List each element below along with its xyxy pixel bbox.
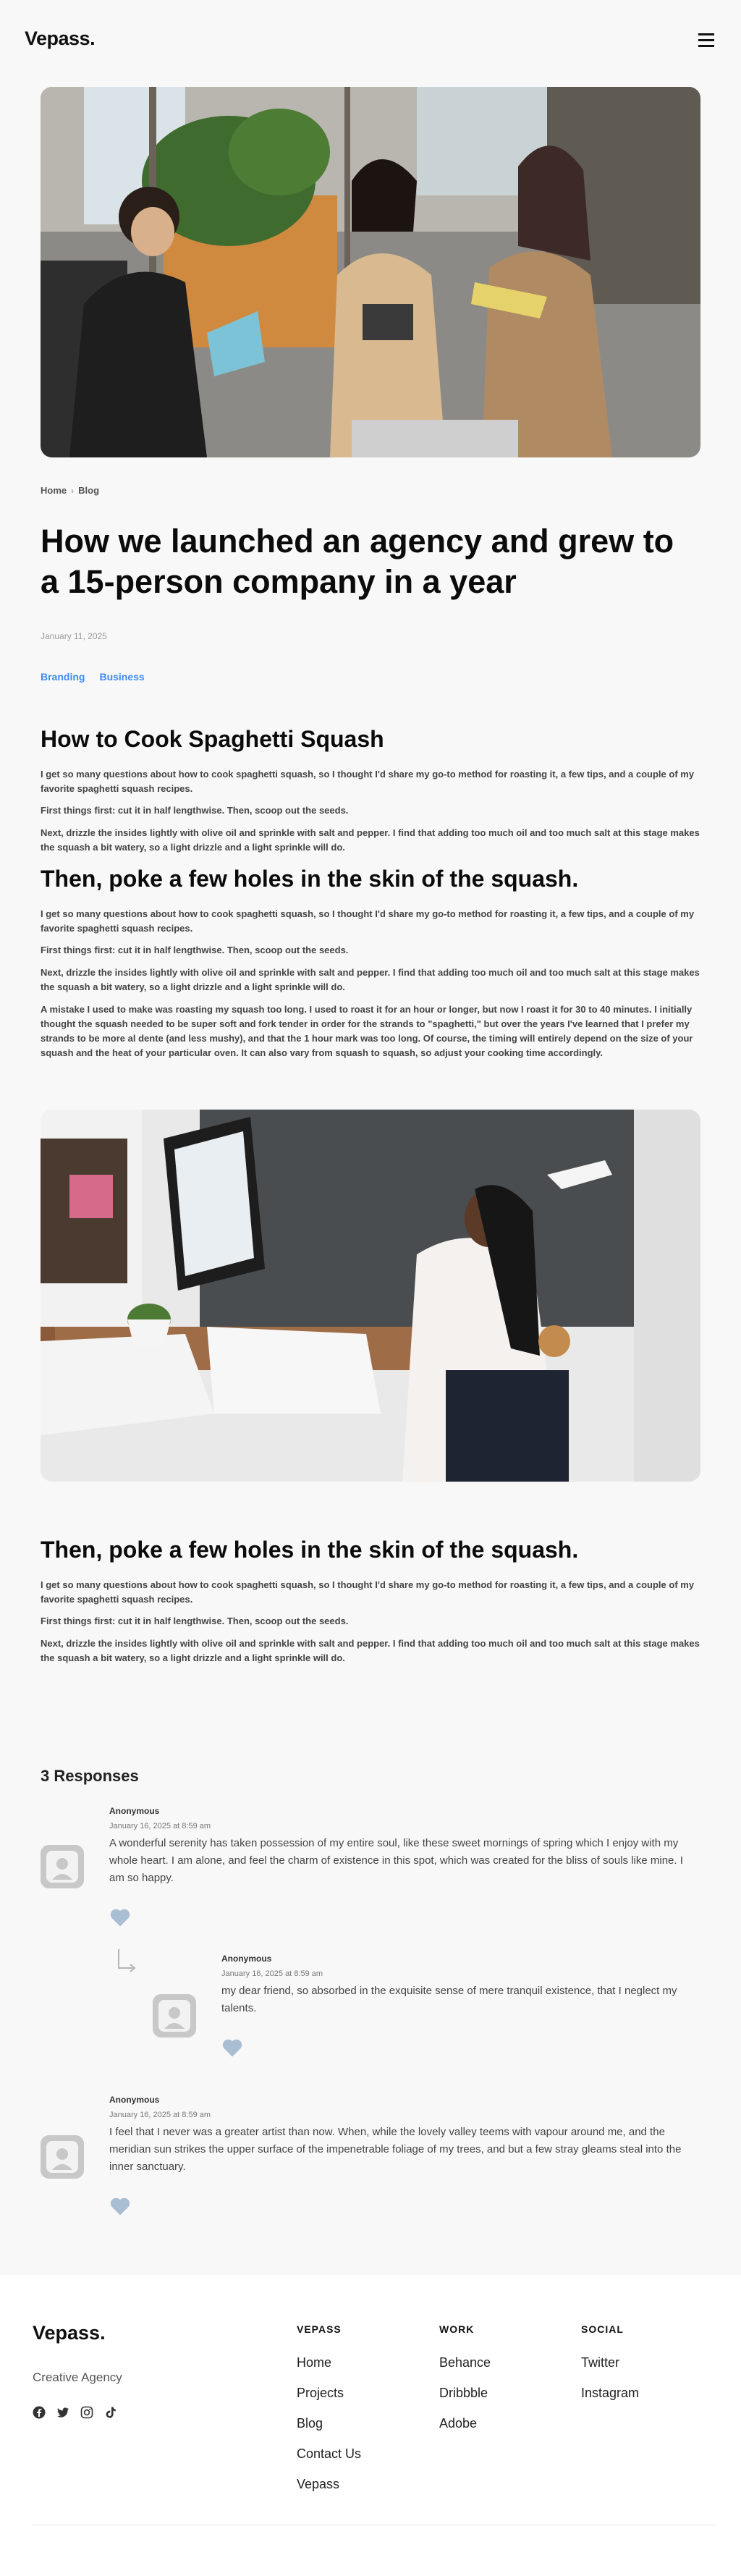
footer-link-twitter[interactable]: Twitter bbox=[581, 2355, 620, 2370]
footer-link-behance[interactable]: Behance bbox=[439, 2355, 491, 2370]
footer-logo[interactable]: Vepass. bbox=[33, 2322, 106, 2344]
footer-link-adobe[interactable]: Adobe bbox=[439, 2416, 478, 2431]
avatar bbox=[153, 1994, 196, 2037]
section-heading: Then, poke a few holes in the skin of the squash. bbox=[41, 866, 579, 892]
hamburger-icon[interactable] bbox=[698, 33, 714, 48]
breadcrumb-home[interactable]: Home bbox=[41, 485, 67, 496]
comment-text: A wonderful serenity has taken possession of my entire soul, like these sweet mornings of spring which I enjoy with my whole heart. I am alone, and feel the charm of existence in this spot, which was created for the bliss of souls like mine. I am so happy. bbox=[109, 1837, 683, 1884]
paragraph: Next, drizzle the insides lightly with olive oil and sprinkle with salt and pepper. I find that adding too much oil and too much salt at this stage makes the squash a bit watery, so a light drizzle and a light sprinkle will do. bbox=[41, 1638, 700, 1663]
footer-link-home[interactable]: Home bbox=[297, 2355, 332, 2370]
site-footer bbox=[0, 2275, 741, 2576]
article-image bbox=[41, 1110, 700, 1482]
footer-link-blog[interactable]: Blog bbox=[297, 2416, 323, 2431]
tag-business[interactable]: Business bbox=[99, 671, 145, 683]
footer-column-social bbox=[581, 2323, 639, 2416]
footer-social-icons bbox=[33, 2406, 117, 2419]
footer-link-projects[interactable]: Projects bbox=[297, 2386, 344, 2400]
footer-column-title: WORK bbox=[439, 2323, 475, 2335]
footer-link-instagram[interactable]: Instagram bbox=[581, 2386, 640, 2400]
heart-icon[interactable] bbox=[109, 2196, 131, 2216]
footer-link-dribbble[interactable]: Dribbble bbox=[439, 2386, 488, 2400]
footer-link-vepass[interactable]: Vepass bbox=[297, 2477, 340, 2491]
hero-image bbox=[41, 87, 700, 457]
tiktok-icon[interactable] bbox=[104, 2406, 117, 2419]
footer-link-contact[interactable]: Contact Us bbox=[297, 2446, 362, 2461]
comment-text: my dear friend, so absorbed in the exquisite sense of mere tranquil existence, that I neglect my talents. bbox=[221, 1985, 677, 2014]
avatar bbox=[41, 2135, 84, 2179]
twitter-icon[interactable] bbox=[56, 2406, 69, 2419]
paragraph: Next, drizzle the insides lightly with olive oil and sprinkle with salt and pepper. I find that adding too much oil and too much salt at this stage makes the squash a bit watery, so a light drizzle and a light sprinkle will do. bbox=[41, 967, 700, 992]
instagram-icon[interactable] bbox=[80, 2406, 93, 2419]
paragraph: First things first: cut it in half lengthwise. Then, scoop out the seeds. bbox=[41, 945, 349, 955]
site-logo[interactable]: Vepass. bbox=[25, 28, 96, 49]
heart-icon[interactable] bbox=[221, 2037, 243, 2058]
comment-date: January 16, 2025 at 8:59 am bbox=[221, 1969, 323, 1978]
section-heading: How to Cook Spaghetti Squash bbox=[41, 726, 384, 752]
paragraph: A mistake I used to make was roasting my squash too long. I used to roast it for an hour or longer, but now I roast it for 30 to 40 minutes. I initially thought the squash needed to be super soft and fork tender in order for the strands to "spaghetti," but over the years I've learned that I prefer my strands to be more al dente (and less mushy), and that the 1 hour mark was too long. Of course, the timing will entirely depend on the size of your squash and the heat of your particular oven. It can also vary from squash to squash, so adjust your cooking time accordingly. bbox=[41, 1004, 693, 1058]
site-header bbox=[0, 0, 741, 80]
comment-author: Anonymous bbox=[109, 2095, 160, 2105]
comment-text: I feel that I never was a greater artist than now. When, while the lovely valley teems with vapour around me, and the meridian sun strikes the upper surface of the impenetrable foliage of my trees, and but a few stray gleams steal into the inner sanctuary. bbox=[109, 2126, 682, 2173]
comment-date: January 16, 2025 at 8:59 am bbox=[109, 1822, 211, 1830]
paragraph: I get so many questions about how to cook spaghetti squash, so I thought I'd share my go-to method for roasting it, a few tips, and a couple of my favorite spaghetti squash recipes. bbox=[41, 1579, 695, 1605]
page-title: How we launched an agency and grew to a 15-person company in a year bbox=[41, 523, 674, 600]
paragraph: I get so many questions about how to cook spaghetti squash, so I thought I'd share my go-to method for roasting it, a few tips, and a couple of my favorite spaghetti squash recipes. bbox=[41, 769, 695, 794]
chevron-right-icon: › bbox=[71, 485, 75, 496]
footer-column-vepass bbox=[297, 2323, 361, 2507]
paragraph: First things first: cut it in half lengthwise. Then, scoop out the seeds. bbox=[41, 805, 349, 816]
paragraph: First things first: cut it in half lengthwise. Then, scoop out the seeds. bbox=[41, 1616, 349, 1626]
section-heading: Then, poke a few holes in the skin of the squash. bbox=[41, 1537, 579, 1563]
avatar bbox=[41, 1845, 84, 1888]
responses-title: 3 Responses bbox=[41, 1767, 139, 1785]
facebook-icon[interactable] bbox=[33, 2406, 46, 2419]
heart-icon[interactable] bbox=[109, 1907, 131, 1927]
paragraph: I get so many questions about how to cook spaghetti squash, so I thought I'd share my go-to method for roasting it, a few tips, and a couple of my favorite spaghetti squash recipes. bbox=[41, 908, 695, 934]
reply-arrow-icon bbox=[116, 1948, 137, 1977]
footer-column-work bbox=[439, 2323, 491, 2446]
comment-author: Anonymous bbox=[221, 1954, 272, 1964]
breadcrumb bbox=[41, 485, 99, 496]
comment-date: January 16, 2025 at 8:59 am bbox=[109, 2111, 211, 2119]
breadcrumb-current[interactable]: Blog bbox=[78, 485, 100, 496]
footer-tagline: Creative Agency bbox=[33, 2370, 122, 2384]
footer-column-title: VEPASS bbox=[297, 2323, 342, 2335]
comment-author: Anonymous bbox=[109, 1806, 160, 1816]
tag-branding[interactable]: Branding bbox=[41, 671, 85, 683]
post-date: January 11, 2025 bbox=[41, 631, 107, 641]
paragraph: Next, drizzle the insides lightly with olive oil and sprinkle with salt and pepper. I find that adding too much oil and too much salt at this stage makes the squash a bit watery, so a light drizzle and a light sprinkle will do. bbox=[41, 827, 700, 853]
footer-column-title: SOCIAL bbox=[581, 2323, 624, 2335]
tag-list bbox=[41, 671, 145, 683]
